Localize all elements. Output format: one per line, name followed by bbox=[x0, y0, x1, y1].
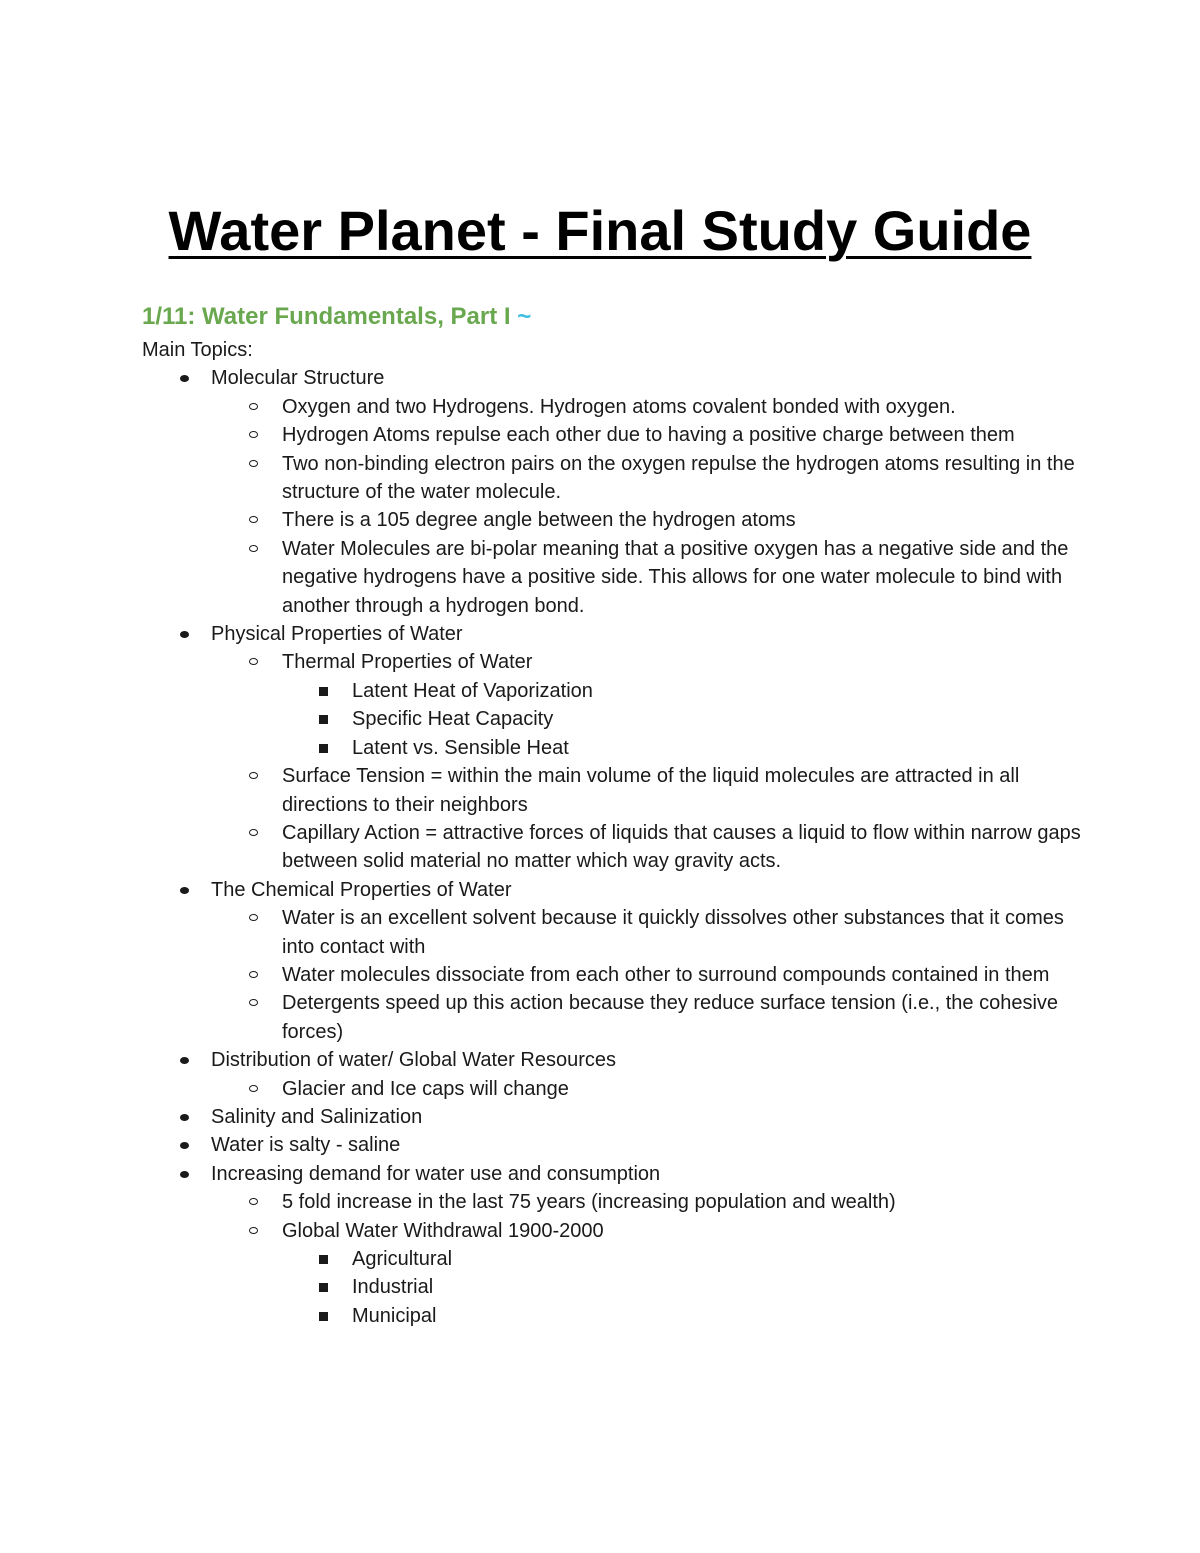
subtopic-text: 5 fold increase in the last 75 years (increasing population and wealth) bbox=[282, 1191, 896, 1214]
detail-list bbox=[282, 677, 1082, 762]
subtopic-item bbox=[211, 1217, 1082, 1331]
topic-item bbox=[142, 876, 1082, 1046]
topic-label: Water is salty - saline bbox=[211, 1134, 401, 1157]
square-bullet-icon bbox=[319, 1255, 328, 1264]
filled-bullet-icon bbox=[180, 1142, 189, 1149]
hollow-bullet-icon bbox=[249, 431, 258, 438]
hollow-bullet-icon bbox=[249, 545, 258, 552]
topic-item bbox=[142, 620, 1082, 876]
subtopic-item bbox=[211, 648, 1082, 762]
subtopic-list bbox=[211, 393, 1082, 620]
hollow-bullet-icon bbox=[249, 516, 258, 523]
subtopic-list bbox=[211, 1188, 1082, 1330]
document-title: Water Planet - Final Study Guide bbox=[168, 199, 1032, 262]
section-heading-text: 1/11: Water Fundamentals, Part I bbox=[142, 303, 511, 330]
hollow-bullet-icon bbox=[249, 460, 258, 467]
topic-item bbox=[142, 1131, 1082, 1159]
detail-text: Specific Heat Capacity bbox=[352, 708, 554, 731]
hollow-bullet-icon bbox=[249, 403, 258, 410]
filled-bullet-icon bbox=[180, 1057, 189, 1064]
topic-label: Distribution of water/ Global Water Resources bbox=[211, 1049, 616, 1072]
hollow-bullet-icon bbox=[249, 1085, 258, 1092]
subtopic-item bbox=[211, 393, 1082, 421]
filled-bullet-icon bbox=[180, 375, 189, 382]
subtopic-list bbox=[211, 904, 1082, 1046]
filled-bullet-icon bbox=[180, 1114, 189, 1121]
hollow-bullet-icon bbox=[249, 971, 258, 978]
subtopic-list bbox=[211, 648, 1082, 875]
detail-text: Industrial bbox=[352, 1276, 434, 1299]
detail-text: Municipal bbox=[352, 1304, 437, 1327]
topic-label: Molecular Structure bbox=[211, 367, 385, 390]
topic-item bbox=[142, 1046, 1082, 1103]
subtopic-item bbox=[211, 535, 1082, 620]
topic-label: Increasing demand for water use and consumption bbox=[211, 1162, 661, 1185]
subtopic-text: Water molecules dissociate from each other to surround compounds contained in them bbox=[282, 963, 1050, 986]
subtopic-item bbox=[211, 961, 1082, 989]
detail-item bbox=[282, 677, 1082, 705]
filled-bullet-icon bbox=[180, 887, 189, 894]
filled-bullet-icon bbox=[180, 1171, 189, 1178]
hollow-bullet-icon bbox=[249, 914, 258, 921]
subtopic-item bbox=[211, 450, 1082, 507]
section-heading bbox=[142, 302, 531, 332]
subtopic-text: Thermal Properties of Water bbox=[282, 651, 533, 674]
subtopic-text: Water Molecules are bi-polar meaning that a positive oxygen has a negative side and the negative hydrogens have a positive side. This allows for one water molecule to bind with another through a hydrogen bond. bbox=[282, 537, 1069, 617]
topic-item bbox=[142, 1160, 1082, 1330]
hollow-bullet-icon bbox=[249, 1227, 258, 1234]
detail-text: Latent vs. Sensible Heat bbox=[352, 736, 569, 759]
square-bullet-icon bbox=[319, 744, 328, 753]
hollow-bullet-icon bbox=[249, 658, 258, 665]
subtopic-text: Global Water Withdrawal 1900-2000 bbox=[282, 1219, 604, 1242]
filled-bullet-icon bbox=[180, 631, 189, 638]
subtopic-text: Detergents speed up this action because they reduce surface tension (i.e., the cohesive forces) bbox=[282, 992, 1059, 1043]
subtopic-item bbox=[211, 421, 1082, 449]
subtopic-item bbox=[211, 762, 1082, 819]
main-topics-label: Main Topics: bbox=[142, 339, 253, 361]
subtopic-item bbox=[211, 1188, 1082, 1216]
square-bullet-icon bbox=[319, 1283, 328, 1292]
subtopic-item bbox=[211, 1075, 1082, 1103]
subtopic-text: Surface Tension = within the main volume of the liquid molecules are attracted in all directions to their neighbors bbox=[282, 765, 1020, 816]
subtopic-list bbox=[211, 1075, 1082, 1103]
topic-label: The Chemical Properties of Water bbox=[211, 878, 512, 901]
subtopic-item bbox=[211, 989, 1082, 1046]
subtopic-text: Hydrogen Atoms repulse each other due to having a positive charge between them bbox=[282, 424, 1015, 447]
subtopic-text: Capillary Action = attractive forces of liquids that causes a liquid to flow within narrow gaps between solid material no matter which way gravity acts. bbox=[282, 821, 1081, 873]
document-body bbox=[142, 336, 1082, 1330]
detail-item bbox=[282, 734, 1082, 762]
subtopic-text: Water is an excellent solvent because it quickly dissolves other substances that it comes into contact with bbox=[282, 907, 1064, 958]
subtopic-item bbox=[211, 506, 1082, 534]
detail-text: Latent Heat of Vaporization bbox=[352, 679, 593, 702]
detail-item bbox=[282, 1302, 1082, 1330]
hollow-bullet-icon bbox=[249, 1198, 258, 1205]
subtopic-text: There is a 105 degree angle between the hydrogen atoms bbox=[282, 509, 796, 532]
detail-item bbox=[282, 705, 1082, 733]
topic-list bbox=[142, 364, 1082, 1330]
subtopic-item bbox=[211, 819, 1082, 876]
square-bullet-icon bbox=[319, 1312, 328, 1321]
detail-item bbox=[282, 1273, 1082, 1301]
subtopic-text: Two non-binding electron pairs on the oxygen repulse the hydrogen atoms resulting in the structure of the water molecule. bbox=[282, 452, 1075, 504]
subtopic-item bbox=[211, 904, 1082, 961]
square-bullet-icon bbox=[319, 687, 328, 696]
topic-label: Salinity and Salinization bbox=[211, 1105, 423, 1128]
section-heading-tilde: ~ bbox=[517, 303, 532, 330]
square-bullet-icon bbox=[319, 715, 328, 724]
detail-text: Agricultural bbox=[352, 1248, 453, 1270]
topic-label: Physical Properties of Water bbox=[211, 623, 463, 646]
subtopic-text: Glacier and Ice caps will change bbox=[282, 1077, 569, 1100]
detail-item bbox=[282, 1245, 1082, 1273]
topic-item bbox=[142, 1103, 1082, 1131]
detail-list bbox=[282, 1245, 1082, 1330]
topic-item bbox=[142, 364, 1082, 620]
subtopic-text: Oxygen and two Hydrogens. Hydrogen atoms covalent bonded with oxygen. bbox=[282, 395, 956, 418]
hollow-bullet-icon bbox=[249, 829, 258, 836]
hollow-bullet-icon bbox=[249, 999, 258, 1006]
hollow-bullet-icon bbox=[249, 772, 258, 779]
